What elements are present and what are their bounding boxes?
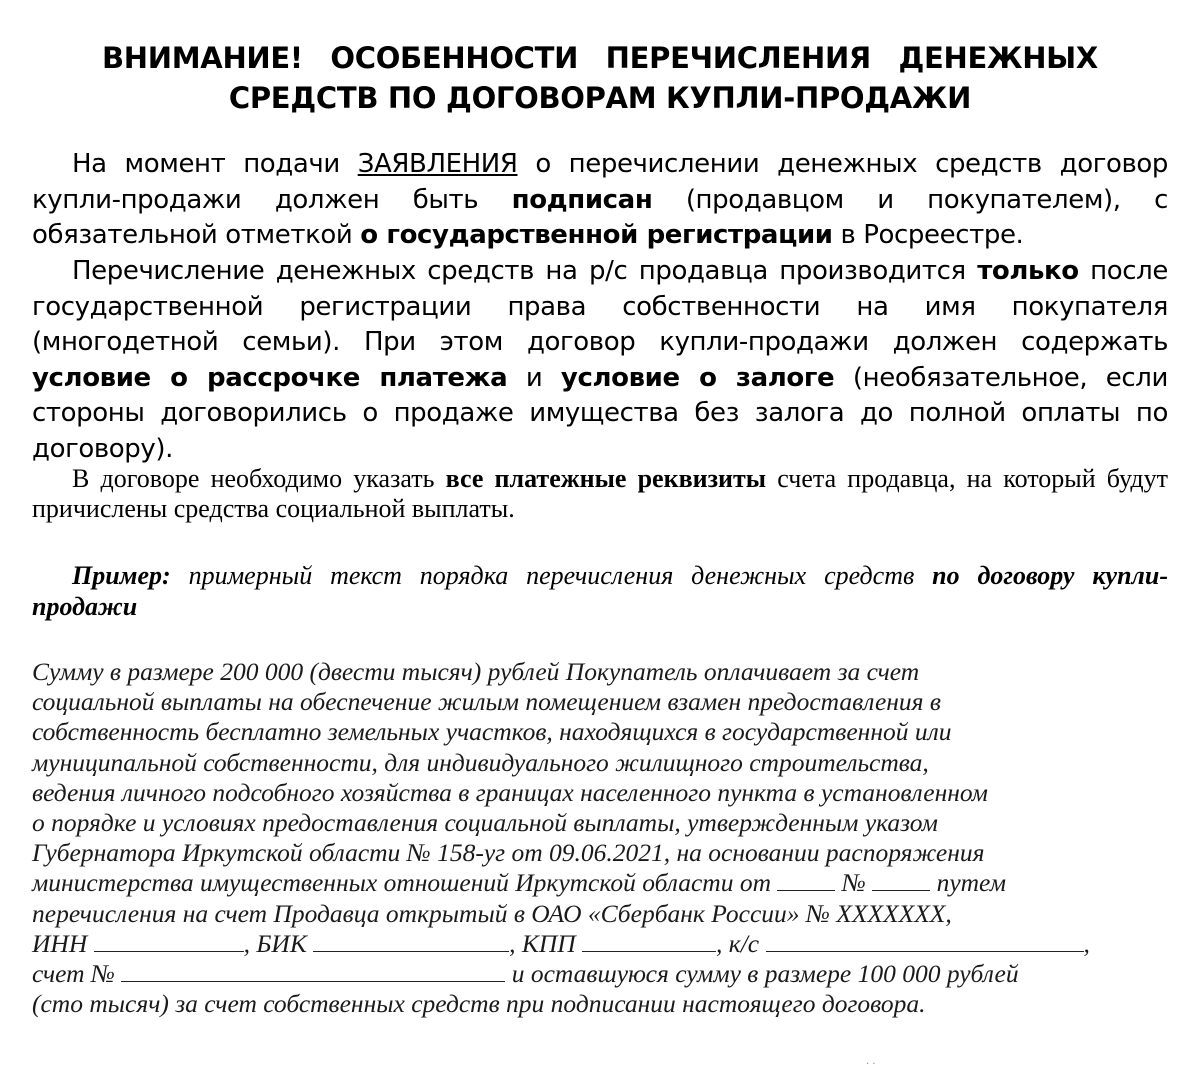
text: В договоре необходимо указать (72, 464, 446, 493)
text: , (1083, 928, 1090, 958)
example-line-order (32, 868, 1172, 898)
bold-term-signed: подписан (511, 184, 653, 215)
example-line: Сумму в размере 200 000 (двести тысяч) рублей Покупатель оплачивает за счет (32, 657, 920, 686)
example-line: о порядке и условиях предоставления социальной выплаты, утвержденным указом (32, 808, 938, 838)
text: № (835, 868, 873, 898)
paragraph-application (32, 147, 1168, 254)
blank-inn (94, 931, 244, 952)
bold-term-registration: о государственной регистрации (360, 220, 833, 250)
example-line: муниципальной собственности, для индивидуального жилищного строительства, (32, 747, 929, 777)
example-line: собственность бесплатно земельных участков, находящихся в государственной или (32, 717, 952, 747)
bold-term-contract: по договору купли-продажи (32, 561, 1168, 621)
title-line-2: СРЕДСТВ ПО ДОГОВОРАМ КУПЛИ-ПРОДАЖИ (228, 81, 972, 115)
text: министерства имущественных отношений Иркутской области от (32, 868, 778, 898)
bold-term-installment: условие о рассрочке платежа (32, 362, 508, 393)
blank-ks (766, 931, 1084, 952)
text: (продавцом и покупателем), с обязательной отметкой (32, 184, 1168, 250)
underlined-term-application: ЗАЯВЛЕНИЯ (357, 149, 518, 179)
example-line-requisites (32, 929, 1172, 959)
example-heading (32, 560, 1168, 622)
label-account: счет № (32, 959, 122, 989)
example-line: социальной выплаты на обеспечение жилым помещением взамен предоставления в (32, 687, 941, 717)
text: На момент подачи (72, 149, 358, 179)
example-line: (сто тысяч) за счет собственных средств при подписании настоящего договора. (32, 989, 926, 1019)
text: счета продавца, на который будут причислены средства социальной выплаты. (32, 464, 1168, 523)
footer-marks: . . (866, 1056, 876, 1067)
bold-term-pledge: условие о залоге (560, 362, 835, 393)
text: в Росреестре. (832, 220, 1024, 250)
text: (необязательное, если стороны договорились о продаже имущества без залога до полной оплаты по договору). (32, 362, 1169, 464)
blank-kpp (582, 931, 716, 952)
bold-term-requisites: все платежные реквизиты (445, 464, 767, 493)
blank-order-number (872, 870, 930, 891)
example-line: ведения личного подсобного хозяйства в границах населенного пункта в установленном (32, 777, 988, 807)
text: Перечисление денежных средств на р/с продавца производится (72, 256, 978, 286)
label-inn: ИНН (32, 928, 94, 958)
label-bik: , БИК (243, 928, 314, 958)
title-line-1: ВНИМАНИЕ! ОСОБЕННОСТИ ПЕРЕЧИСЛЕНИЯ ДЕНЕЖНЫХ (102, 41, 1098, 75)
blank-account (121, 961, 505, 982)
paragraph-requisites (32, 464, 1168, 524)
bold-term-only: только (977, 256, 1079, 286)
example-line: перечисления на счет Продавца открытый в ОАО «Сбербанк России» № XXXXXXX, (32, 898, 952, 928)
blank-order-date (777, 870, 835, 891)
example-text (32, 657, 1172, 1019)
example-line-account (32, 959, 1172, 989)
example-line: Губернатора Иркутской области № 158-уг от 09.06.2021, на основании распоряжения (32, 838, 985, 868)
text: о перечислении денежных средств договор купли-продажи должен быть (32, 149, 1169, 215)
example-label: Пример: (72, 561, 171, 590)
document-title (32, 38, 1168, 118)
text: и оставшуюся сумму в размере 100 000 рублей (505, 959, 1019, 989)
text: путем (930, 868, 1007, 898)
paragraph-transfer (32, 254, 1168, 467)
text: и (507, 362, 561, 393)
blank-bik (313, 931, 509, 952)
label-kpp: , КПП (509, 928, 583, 958)
label-ks: , к/с (716, 928, 766, 958)
text: примерный текст порядка перечисления денежных средств (170, 561, 933, 590)
text: после государственной регистрации права собственности на имя покупателя (многодетной семьи). При этом договор купли-продажи должен содержать (32, 256, 1168, 357)
